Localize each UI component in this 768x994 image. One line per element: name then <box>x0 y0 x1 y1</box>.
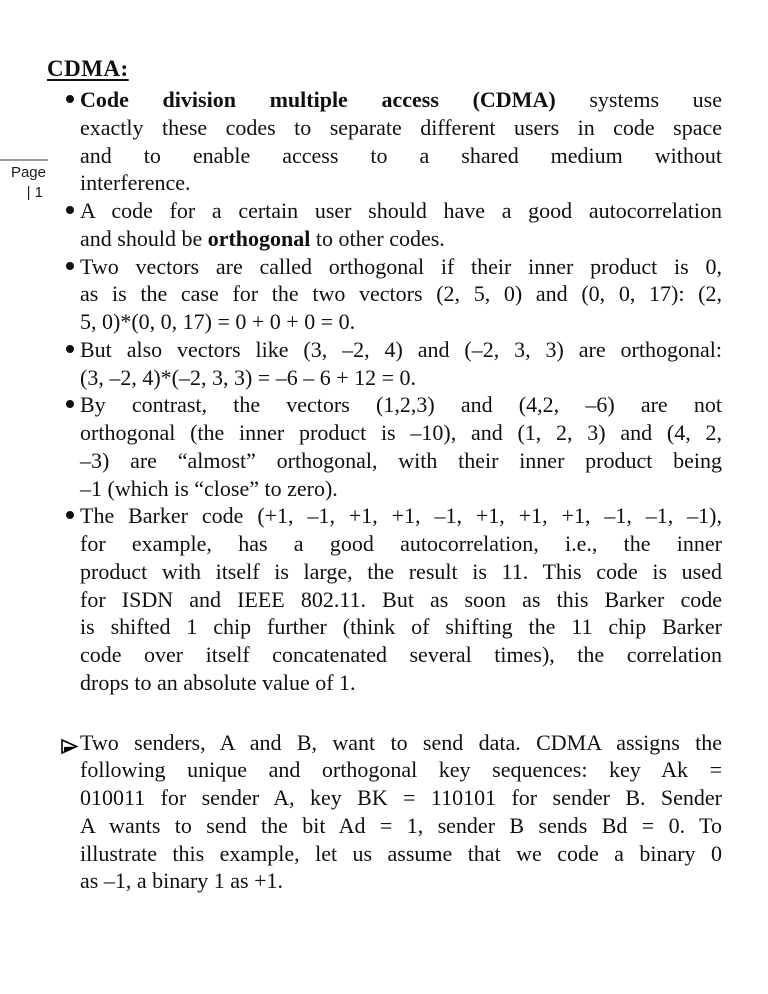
bullet-dot-icon <box>66 206 74 214</box>
text-line: Two senders, A and B, want to send data. CDMA assigns the <box>80 729 722 755</box>
text-line: as –1, a binary 1 as +1. <box>80 868 284 894</box>
page-number-label: | 1 <box>26 184 43 201</box>
text-line: orthogonal (the inner product is –10), and (1, 2, 3) and (4, 2, <box>80 420 722 445</box>
bullet-list-item <box>80 197 722 253</box>
text-line: drops to an absolute value of 1. <box>80 669 356 695</box>
text-line: interference. <box>80 170 191 196</box>
arrowhead-icon <box>61 734 78 751</box>
text-line: A wants to send the bit Ad = 1, sender B sends Bd = 0. To <box>80 812 722 838</box>
text-line: –1 (which is “close” to zero). <box>80 475 338 501</box>
bullet-list-item <box>80 391 722 502</box>
bullet-dot-icon <box>66 400 74 408</box>
bullet-dot-icon <box>66 262 74 270</box>
bullet-dot-icon <box>66 345 74 353</box>
page-title: CDMA: <box>47 56 129 81</box>
text-line: and to enable access to a shared medium without <box>80 142 722 168</box>
page-word-label: Page <box>10 164 46 181</box>
bullet-list-item <box>80 86 722 197</box>
text-line: as is the case for the two vectors (2, 5, 0) and (0, 0, 17): (2, <box>80 281 722 307</box>
text-line: illustrate this example, let us assume that we code a binary 0 <box>80 840 722 866</box>
text-line: Two vectors are called orthogonal if their inner product is 0, <box>80 253 722 279</box>
text-line: –3) are “almost” orthogonal, with their inner product being <box>80 447 722 473</box>
text-line: for example, has a good autocorrelation, i.e., the inner <box>80 531 722 556</box>
text-line: and should be orthogonal to other codes. <box>80 225 445 251</box>
text-line: is shifted 1 chip further (think of shifting the 11 chip Barker <box>80 614 722 640</box>
bullet-list-item <box>80 336 722 392</box>
margin-divider-line <box>0 159 48 161</box>
bullet-list-item <box>80 502 722 696</box>
text-line: By contrast, the vectors (1,2,3) and (4,2, –6) are not <box>80 392 722 418</box>
text-line: for ISDN and IEEE 802.11. But as soon as this Barker code <box>80 586 722 612</box>
bullet-list-item <box>80 253 722 336</box>
text-line: Code division multiple access (CDMA) systems use <box>80 87 722 112</box>
document-content <box>80 86 722 895</box>
text-line: But also vectors like (3, –2, 4) and (–2, 3, 3) are orthogonal: <box>80 336 722 362</box>
bullet-dot-icon <box>66 95 74 103</box>
text-line: product with itself is large, the result is 11. This code is used <box>80 558 722 584</box>
text-line: A code for a certain user should have a good autocorrelation <box>80 198 722 223</box>
paragraph-spacer <box>80 697 722 729</box>
text-line: 5, 0)*(0, 0, 17) = 0 + 0 + 0 = 0. <box>80 309 356 334</box>
text-line: 010011 for sender A, key BK = 110101 for sender B. Sender <box>80 785 722 810</box>
text-line: code over itself concatenated several times), the correlation <box>80 642 722 667</box>
arrow-list-item <box>80 729 722 896</box>
text-line: exactly these codes to separate different users in code space <box>80 114 722 140</box>
bullet-dot-icon <box>66 511 74 519</box>
text-line: (3, –2, 4)*(–2, 3, 3) = –6 – 6 + 12 = 0. <box>80 364 417 390</box>
text-line: The Barker code (+1, –1, +1, +1, –1, +1, +1, +1, –1, –1, –1), <box>80 503 722 529</box>
text-line: following unique and orthogonal key sequences: key Ak = <box>80 757 722 783</box>
